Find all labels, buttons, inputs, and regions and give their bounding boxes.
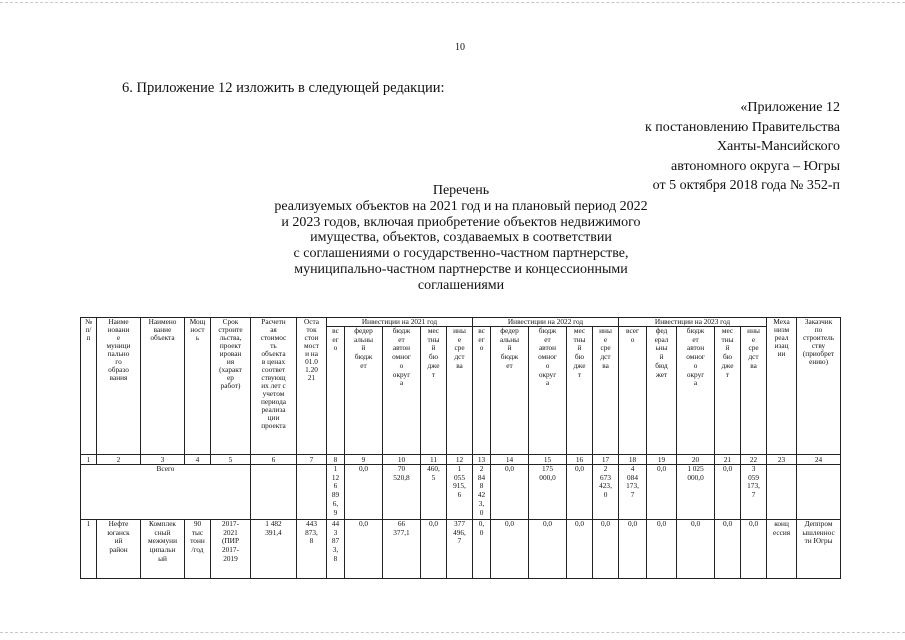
header-sub-cell: вс ег о <box>327 327 345 455</box>
column-number: 11 <box>421 455 447 465</box>
column-number: 10 <box>383 455 421 465</box>
total-value: 1 12 6 89 6, 9 <box>327 465 345 520</box>
title-line: муниципально-частном партнерстве и концессионными <box>294 261 628 277</box>
column-number: 21 <box>715 455 741 465</box>
header-cell: Срок строите льства, проект ирован ия (характ ер работ) <box>211 318 251 455</box>
total-value: 0,0 <box>647 465 677 520</box>
row-term: 2017- 2021 (ПИР 2017- 2019 <box>211 520 251 579</box>
title-line: соглашениями <box>417 277 505 293</box>
total-value: 0,0 <box>715 465 741 520</box>
total-value: 1 025 000,0 <box>677 465 715 520</box>
row-remainder: 443 873, 8 <box>297 520 327 579</box>
scan-edge-top <box>0 2 905 3</box>
column-number: 4 <box>185 455 211 465</box>
header-sub-cell: бюдж ет автон омног о округ а <box>383 327 421 455</box>
header-sub-cell: бюдж ет автон омног о округ а <box>677 327 715 455</box>
header-cell: Мощ ност ь <box>185 318 211 455</box>
total-value: 175 000,0 <box>529 465 567 520</box>
total-value: 4 084 173, 7 <box>619 465 647 520</box>
total-value: 0,0 <box>345 465 383 520</box>
row-value: 0,0 <box>491 520 529 579</box>
row-value: 0,0 <box>677 520 715 579</box>
header-cell: Наимено вание объекта <box>141 318 185 455</box>
column-number: 9 <box>345 455 383 465</box>
column-number: 17 <box>593 455 619 465</box>
header-sub-cell: ины е сре дст ва <box>741 327 767 455</box>
column-number: 8 <box>327 455 345 465</box>
header-sub-cell: федер альны й бюдж ет <box>345 327 383 455</box>
appendix-line: «Приложение 12 <box>740 100 840 115</box>
header-cell: Наиме новани е муници пально го образо вания <box>97 318 141 455</box>
row-value: 0,0 <box>345 520 383 579</box>
total-value: 70 520,8 <box>383 465 421 520</box>
header-sub-cell: вс ег о <box>473 327 491 455</box>
title-line: имущества, объектов, создаваемых в соответствии <box>310 230 612 246</box>
row-object: Комплек сный межмуни ципальн ый <box>141 520 185 579</box>
total-value: 1 055 915, 6 <box>447 465 473 520</box>
row-municipality: Нефте юганск ий район <box>97 520 141 579</box>
row-value: 0,0 <box>421 520 447 579</box>
column-number: 23 <box>767 455 797 465</box>
row-customer: Деппром ышленнос ти Югры <box>797 520 841 579</box>
appendix-header <box>560 98 840 196</box>
document-title <box>226 183 696 294</box>
row-value: 66 377,1 <box>383 520 421 579</box>
header-cell: Заказчик по строитель ству (приобрет ению) <box>797 318 841 455</box>
column-number: 22 <box>741 455 767 465</box>
row-value: 0, 0 <box>473 520 491 579</box>
row-mechanism: конц ессия <box>767 520 797 579</box>
total-value: 2 673 423, 0 <box>593 465 619 520</box>
header-cell: Расчетн ая стоимос ть объекта в ценах соответ ствующ их лет с учетом периода реализа ции проекта <box>251 318 297 455</box>
header-sub-cell: всег о <box>619 327 647 455</box>
row-number: 1 <box>81 520 97 579</box>
header-sub-cell: фед ерал ьны й бюд жет <box>647 327 677 455</box>
objects-table <box>80 317 841 579</box>
appendix-line: автономного округа – Югры <box>671 158 840 174</box>
total-row <box>81 465 841 520</box>
header-sub-cell: федер альны й бюдж ет <box>491 327 529 455</box>
row-value: 0,0 <box>647 520 677 579</box>
header-row-groups <box>81 318 841 327</box>
column-number: 24 <box>797 455 841 465</box>
scan-edge-bottom <box>0 632 905 633</box>
header-cell: Оста ток стои мост и на 01.0 1.20 21 <box>297 318 327 455</box>
column-number: 18 <box>619 455 647 465</box>
row-value: 44 3 87 3, 8 <box>327 520 345 579</box>
column-number: 1 <box>81 455 97 465</box>
page-number: 10 <box>455 42 465 53</box>
column-number: 6 <box>251 455 297 465</box>
column-number: 13 <box>473 455 491 465</box>
total-value: 0,0 <box>567 465 593 520</box>
header-group-2021: Инвестиции на 2021 год <box>327 318 473 327</box>
total-remainder <box>297 465 327 520</box>
column-number: 3 <box>141 455 185 465</box>
column-number: 2 <box>97 455 141 465</box>
header-cell: Меха низм реал изац ии <box>767 318 797 455</box>
title-line: Перечень <box>432 183 490 198</box>
total-label: Всего <box>81 465 251 520</box>
column-number: 19 <box>647 455 677 465</box>
column-number: 16 <box>567 455 593 465</box>
amendment-intro: 6. Приложение 12 изложить в следующей редакции: <box>122 80 445 96</box>
row-value: 0,0 <box>715 520 741 579</box>
column-number: 15 <box>529 455 567 465</box>
total-customer <box>797 465 841 520</box>
header-group-2023: Инвестиции на 2023 год <box>619 318 767 327</box>
row-value: 377 496, 7 <box>447 520 473 579</box>
appendix-line: Ханты-Мансийского <box>716 139 840 155</box>
header-sub-cell: ины е сре дст ва <box>447 327 473 455</box>
header-sub-cell: мес тны й бю дже т <box>567 327 593 455</box>
row-value: 0,0 <box>619 520 647 579</box>
row-value: 0,0 <box>593 520 619 579</box>
column-number: 14 <box>491 455 529 465</box>
column-number: 12 <box>447 455 473 465</box>
header-cell: № п/ п <box>81 318 97 455</box>
total-value: 0,0 <box>491 465 529 520</box>
header-sub-cell: ины е сре дст ва <box>593 327 619 455</box>
column-number: 7 <box>297 455 327 465</box>
header-sub-cell: мес тны й бю дже т <box>421 327 447 455</box>
appendix-line: от 5 октября 2018 года № 352-п <box>652 178 840 194</box>
row-capacity: 90 тыс тонн /год <box>185 520 211 579</box>
row-cost: 1 482 391,4 <box>251 520 297 579</box>
total-mechanism <box>767 465 797 520</box>
total-value: 3 059 173, 7 <box>741 465 767 520</box>
column-number: 5 <box>211 455 251 465</box>
row-value: 0,0 <box>529 520 567 579</box>
header-group-2022: Инвестиции на 2022 год <box>473 318 619 327</box>
column-number: 20 <box>677 455 715 465</box>
title-line: с соглашениями о государственно-частном партнерстве, <box>293 246 629 262</box>
total-cost <box>251 465 297 520</box>
appendix-line: к постановлению Правительства <box>644 119 840 135</box>
column-number-row <box>81 455 841 465</box>
header-sub-cell: мес тны й бю дже т <box>715 327 741 455</box>
header-sub-cell: бюдж ет автон омног о округ а <box>529 327 567 455</box>
row-value: 0,0 <box>741 520 767 579</box>
row-value: 0,0 <box>567 520 593 579</box>
total-value: 2 84 8 42 3, 0 <box>473 465 491 520</box>
table-row <box>81 520 841 579</box>
total-value: 460, 5 <box>421 465 447 520</box>
title-line: реализуемых объектов на 2021 год и на плановый период 2022 <box>274 198 648 214</box>
title-line: и 2023 годов, включая приобретение объектов недвижимого <box>281 214 641 230</box>
